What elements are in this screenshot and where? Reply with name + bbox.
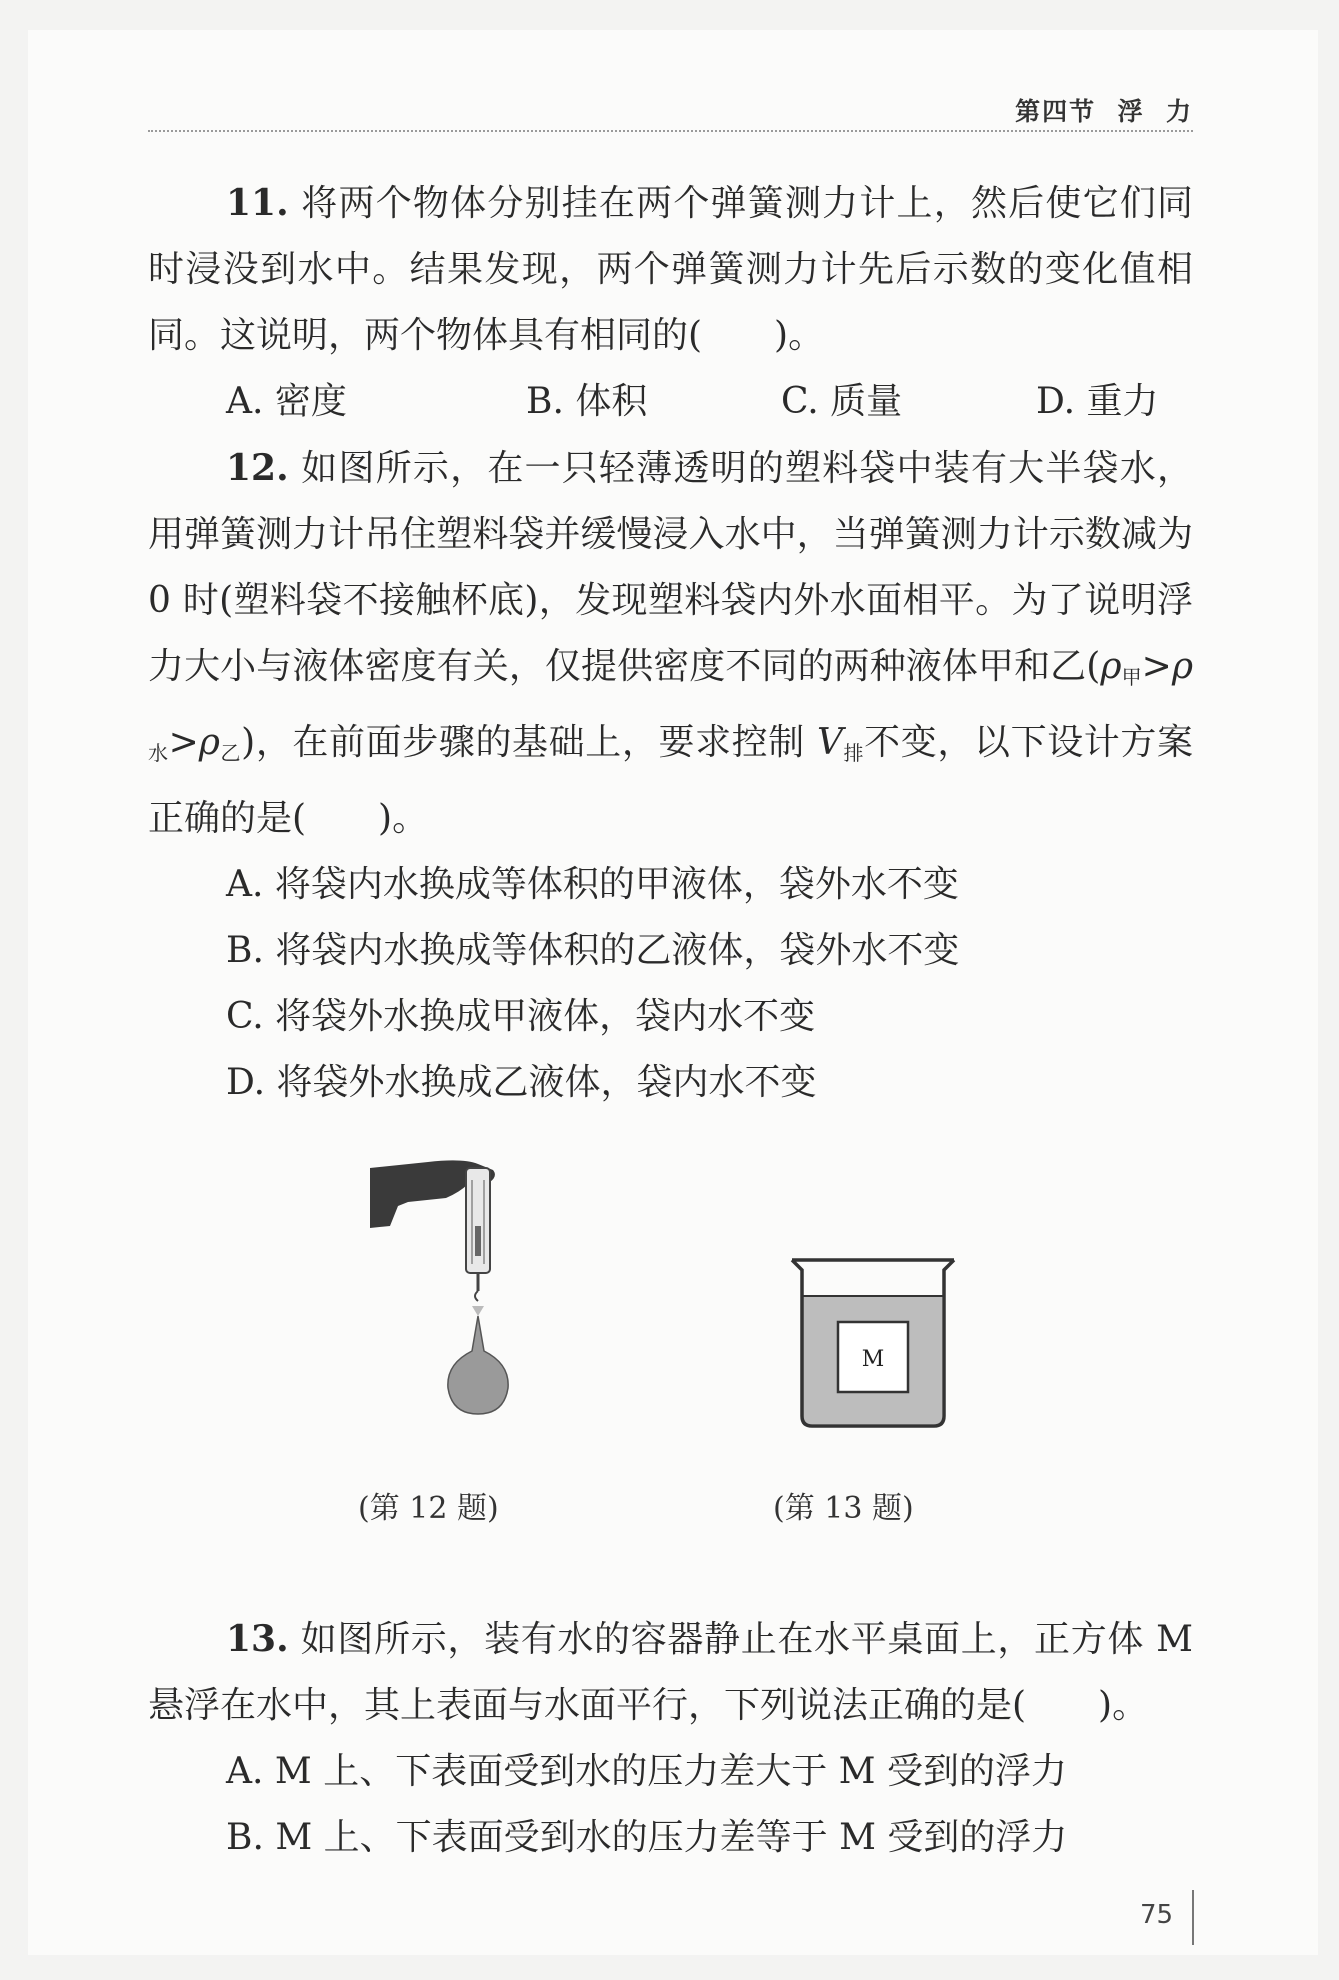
hook-icon (475, 1291, 478, 1301)
option-d: D. 将袋外水换成乙液体，袋内水不变 (226, 1062, 817, 1103)
option-a: A. 将袋内水换成等体积的甲液体，袋外水不变 (226, 864, 959, 905)
plastic-bag (448, 1316, 508, 1414)
cube-label: M (861, 1347, 885, 1372)
rho-symbol: ρ (198, 722, 220, 763)
option-c: C. 质量 (781, 381, 903, 422)
option-b: B. M 上、下表面受到水的压力差等于 M 受到的浮力 (226, 1817, 1068, 1858)
page-number-rule (1192, 1890, 1194, 1945)
question-11-options (148, 369, 1193, 435)
spring-scale-figure (368, 1156, 558, 1426)
v-symbol: V (816, 722, 843, 763)
section-title: 第四节 浮 力 (1015, 97, 1193, 126)
header-divider (148, 130, 1193, 132)
option-a: A. 密度 (226, 381, 347, 422)
subscript-shui: 水 (148, 741, 169, 765)
question-text: 如图所示，装有水的容器静止在水平桌面上，正方体 M 悬浮在水中，其上表面与水面平行，下列说法正确的是( )。 (148, 1619, 1193, 1726)
question-number: 11. (226, 182, 289, 224)
question-13 (148, 1606, 1193, 1739)
subscript-jia: 甲 (1121, 665, 1142, 689)
option-a: A. M 上、下表面受到水的压力差大于 M 受到的浮力 (226, 1751, 1067, 1792)
option-b: B. 将袋内水换成等体积的乙液体，袋外水不变 (226, 930, 960, 971)
page-number: 75 (1140, 1900, 1174, 1930)
option-d: D. 重力 (1036, 381, 1159, 422)
question-11 (148, 170, 1193, 369)
question-text: )，在前面步骤的基础上，要求控制 (241, 722, 817, 763)
figure-12-caption: (第 12 题) (358, 1491, 499, 1526)
figure-13-caption: (第 13 题) (773, 1491, 914, 1526)
question-number: 12. (226, 447, 289, 489)
figures-row (148, 1156, 1193, 1586)
question-text: 将两个物体分别挂在两个弹簧测力计上，然后使它们同时浸没到水中。结果发现，两个弹簧测力计先后示数的变化值相同。这说明，两个物体具有相同的( )。 (148, 183, 1193, 356)
beaker-figure (788, 1256, 958, 1431)
greater-than: > (168, 722, 199, 763)
question-text: 如图所示，在一只轻薄透明的塑料袋中装有大半袋水，用弹簧测力计吊住塑料袋并缓慢浸入水中，当弹簧测力计示数减为 0 时(塑料袋不接触杯底)，发现塑料袋内外水面相平。为了说明浮力大小与液体密度有关，仅提供密度不同的两种液体甲和乙( (148, 448, 1193, 687)
option-c: C. 将袋外水换成甲液体，袋内水不变 (226, 996, 816, 1037)
page-content (148, 170, 1193, 1871)
question-number: 13. (226, 1618, 289, 1660)
subscript-pai: 排 (842, 741, 865, 765)
rho-symbol: ρ (1171, 646, 1194, 687)
option-b: B. 体积 (526, 381, 648, 422)
greater-than: > (1141, 646, 1172, 687)
rho-symbol: ρ (1100, 646, 1122, 687)
scale-body (466, 1168, 490, 1273)
subscript-yi: 乙 (219, 741, 242, 765)
question-text: 不变，以下设计方案正确的是( )。 (148, 722, 1194, 839)
page-header (148, 92, 1193, 132)
question-12 (148, 435, 1193, 852)
